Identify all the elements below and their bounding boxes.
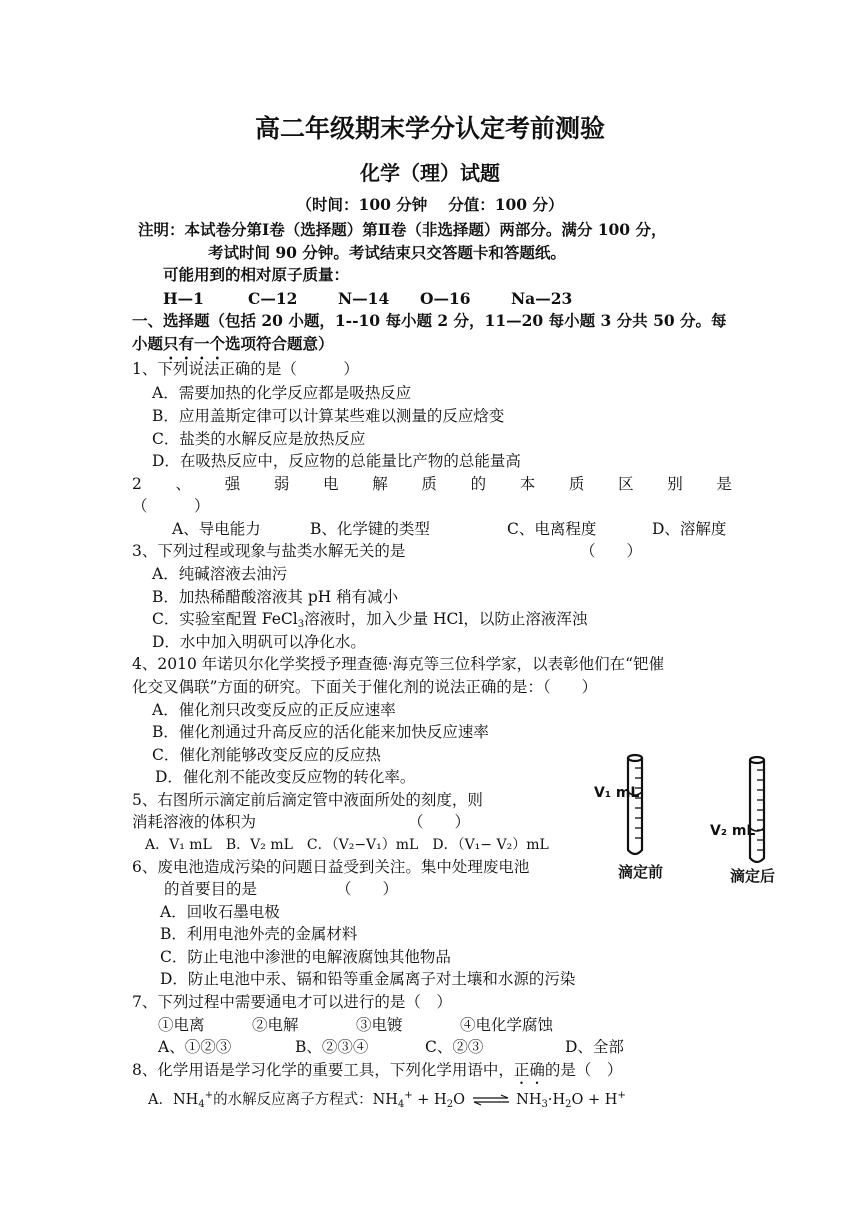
q1-option-a: A．需要加热的化学反应都是吸热反应 [152, 384, 412, 402]
q3-paren: （ ） [580, 542, 643, 560]
q8-a-sub: 3 [541, 1099, 548, 1110]
heading-part-b: 选项符合题意） [225, 334, 334, 353]
exam-title: 高二年级期末学分认定考前测验 [254, 114, 605, 143]
q6-stem-line-1: 6、废电池造成污染的问题日益受到关注。集中处理废电池 [132, 858, 530, 876]
q2-char: 的 [470, 475, 487, 493]
q7-option-b: B、②③④ [295, 1038, 369, 1056]
q2-char: 、 [175, 475, 192, 493]
q6-option-a: A．回收石墨电极 [160, 903, 280, 921]
atomic-mass-h: H—1 [163, 289, 204, 308]
q2-char: 电 [323, 475, 339, 493]
q8-a-sup: + [617, 1090, 626, 1101]
q2-stem [132, 473, 732, 495]
q3-c-subscript: 3 [297, 619, 305, 630]
q2-char: 本 [519, 475, 536, 493]
q8-a-sup: + [204, 1090, 214, 1101]
q2-paren: （ ） [132, 497, 210, 515]
q3-option-d: D．水中加入明矾可以净化水。 [152, 633, 366, 651]
q3-option-b: B．加热稀醋酸溶液其 pH 稍有减小 [152, 588, 399, 606]
q7-item-1: ①电离 [158, 1016, 205, 1034]
q8-stem-text: 8、化学用语是学习化学的重要工具，下列化学用语中， [132, 1061, 514, 1079]
q8-option-a [148, 1085, 626, 1116]
q2-char: 解 [372, 475, 388, 493]
q5-stem-line-2: 消耗溶液的体积为 [132, 813, 257, 831]
q7-stem: 7、下列过程中需要通电才可以进行的是（ ） [132, 993, 452, 1011]
burette-before-reading: V₁ mL [594, 785, 640, 801]
q4-option-a: A．催化剂只改变反应的正反应速率 [152, 701, 396, 719]
q2-option-b: B、化学键的类型 [310, 520, 430, 538]
burette-figure [588, 748, 798, 893]
q7-option-a: A、①②③ [158, 1038, 232, 1056]
section-heading-line-1: 一、选择题（包括 20 小题，1--10 每小题 2 分，11—20 每小题 3 分共 50 分。每 [132, 311, 727, 330]
q4-stem-line-2: 化交叉偶联”方面的研究。下面关于催化剂的说法正确的是：（ ） [132, 678, 598, 696]
atomic-mass-label: 可能用到的相对原子质量： [163, 265, 350, 284]
atomic-mass-na: Na—23 [511, 289, 573, 308]
q5-options: A．V₁ mL B．V₂ mL C．（V₂−V₁）mL D．（V₁− V₂）mL [145, 837, 549, 853]
note-line-1: 注明：本试卷分第Ⅰ卷（选择题）第Ⅱ卷（非选择题）两部分。满分 100 分， [138, 220, 667, 239]
q7-option-c: C、②③ [425, 1038, 484, 1056]
q8-a-sub: 4 [397, 1099, 405, 1110]
q2-char: 质 [568, 475, 585, 493]
q4-option-b: B．催化剂通过升高反应的活化能来加快反应速率 [152, 723, 489, 741]
q2-option-c: C、电离程度 [507, 520, 597, 538]
q8-stem-text-2: 的是（ ） [544, 1061, 623, 1079]
q2-char: 质 [421, 475, 437, 493]
q6-paren: （ ） [336, 880, 399, 898]
q4-option-c: C．催化剂能够改变反应的反应热 [152, 746, 381, 764]
burette-after-reading: V₂ mL [710, 823, 756, 839]
q2-char: 是 [716, 475, 732, 493]
burette-after-caption: 滴定后 [730, 867, 776, 885]
q2-char: 区 [618, 475, 634, 493]
q2-char: 强 [224, 475, 241, 493]
q2-char: 别 [667, 475, 683, 493]
q5-paren: （ ） [408, 813, 471, 831]
q2-option-a: A、导电能力 [172, 520, 261, 538]
heading-part-a: 小题 [132, 334, 164, 353]
q8-a-sup: + [404, 1090, 413, 1101]
q6-option-b: B．利用电池外壳的金属材料 [160, 925, 358, 943]
q4-stem-line-1: 4、2010 年诺贝尔化学奖授予理查德·海克等三位科学家，以表彰他们在“钯催 [132, 655, 665, 673]
q6-stem-line-2: 的首要目的是 [164, 880, 258, 898]
heading-emphasis: 只有一个 [163, 334, 226, 353]
q8-stem-emphasis: 正确 [513, 1061, 545, 1079]
q8-a-text: NH [511, 1092, 542, 1108]
q8-a-sub: 2 [446, 1099, 454, 1110]
atomic-mass-list [163, 288, 572, 310]
q3-c-text: C．实验室配置 FeCl [152, 610, 298, 628]
q8-stem [132, 1059, 622, 1088]
q6-option-c: C．防止电池中渗泄的电解液腐蚀其他物品 [160, 948, 451, 966]
q7-option-d: D、全部 [565, 1038, 624, 1056]
q8-a-text: ·H [547, 1092, 566, 1108]
q3-option-a: A．纯碱溶液去油污 [152, 565, 288, 583]
equilibrium-arrow-icon [472, 1094, 510, 1106]
q3-stem: 3、下列过程或现象与盐类水解无关的是 [132, 542, 406, 560]
q5-stem-line-1: 5、右图所示滴定前后滴定管中液面所处的刻度，则 [132, 791, 483, 809]
atomic-mass-c: C—12 [248, 289, 298, 308]
q1-stem: 1、下列说法正确的是（ ） [132, 360, 359, 378]
atomic-mass-o: O—16 [420, 289, 471, 308]
note-line-2: 考试时间 90 分钟。考试结束只交答题卡和答题纸。 [208, 243, 566, 262]
q8-a-sub: 2 [565, 1099, 572, 1110]
q8-a-text: O [453, 1092, 465, 1108]
q2-option-d: D、溶解度 [652, 520, 727, 538]
exam-subtitle: 化学（理）试题 [360, 161, 500, 185]
q8-a-text: + H [412, 1092, 447, 1108]
time-score: （时间：100 分钟 分值：100 分） [296, 195, 564, 214]
q4-option-d: D．催化剂不能改变反应物的转化率。 [155, 768, 416, 786]
q2-char: 2 [132, 475, 142, 493]
q2-char: 弱 [273, 475, 290, 493]
atomic-mass-n: N—14 [338, 289, 390, 308]
q7-item-3: ③电镀 [356, 1016, 403, 1034]
q7-item-2: ②电解 [252, 1016, 299, 1034]
burette-before-caption: 滴定前 [618, 863, 664, 881]
q8-a-text: O + H [571, 1092, 618, 1108]
q8-a-text: 的水解反应离子方程式：NH [213, 1092, 398, 1108]
q7-item-4: ④电化学腐蚀 [460, 1016, 554, 1034]
q3-c-text-2: 溶液时，加入少量 HCl，以防止溶液浑浊 [304, 610, 588, 628]
q1-option-b: B．应用盖斯定律可以计算某些难以测量的反应焓变 [152, 407, 505, 425]
q1-option-d: D．在吸热反应中，反应物的总能量比产物的总能量高 [152, 452, 521, 470]
q8-a-text: A．NH [148, 1092, 199, 1108]
q6-option-d: D．防止电池中汞、镉和铅等重金属离子对土壤和水源的污染 [160, 970, 576, 988]
q1-option-c: C．盐类的水解反应是放热反应 [152, 430, 366, 448]
q8-a-sub: 4 [198, 1099, 205, 1110]
